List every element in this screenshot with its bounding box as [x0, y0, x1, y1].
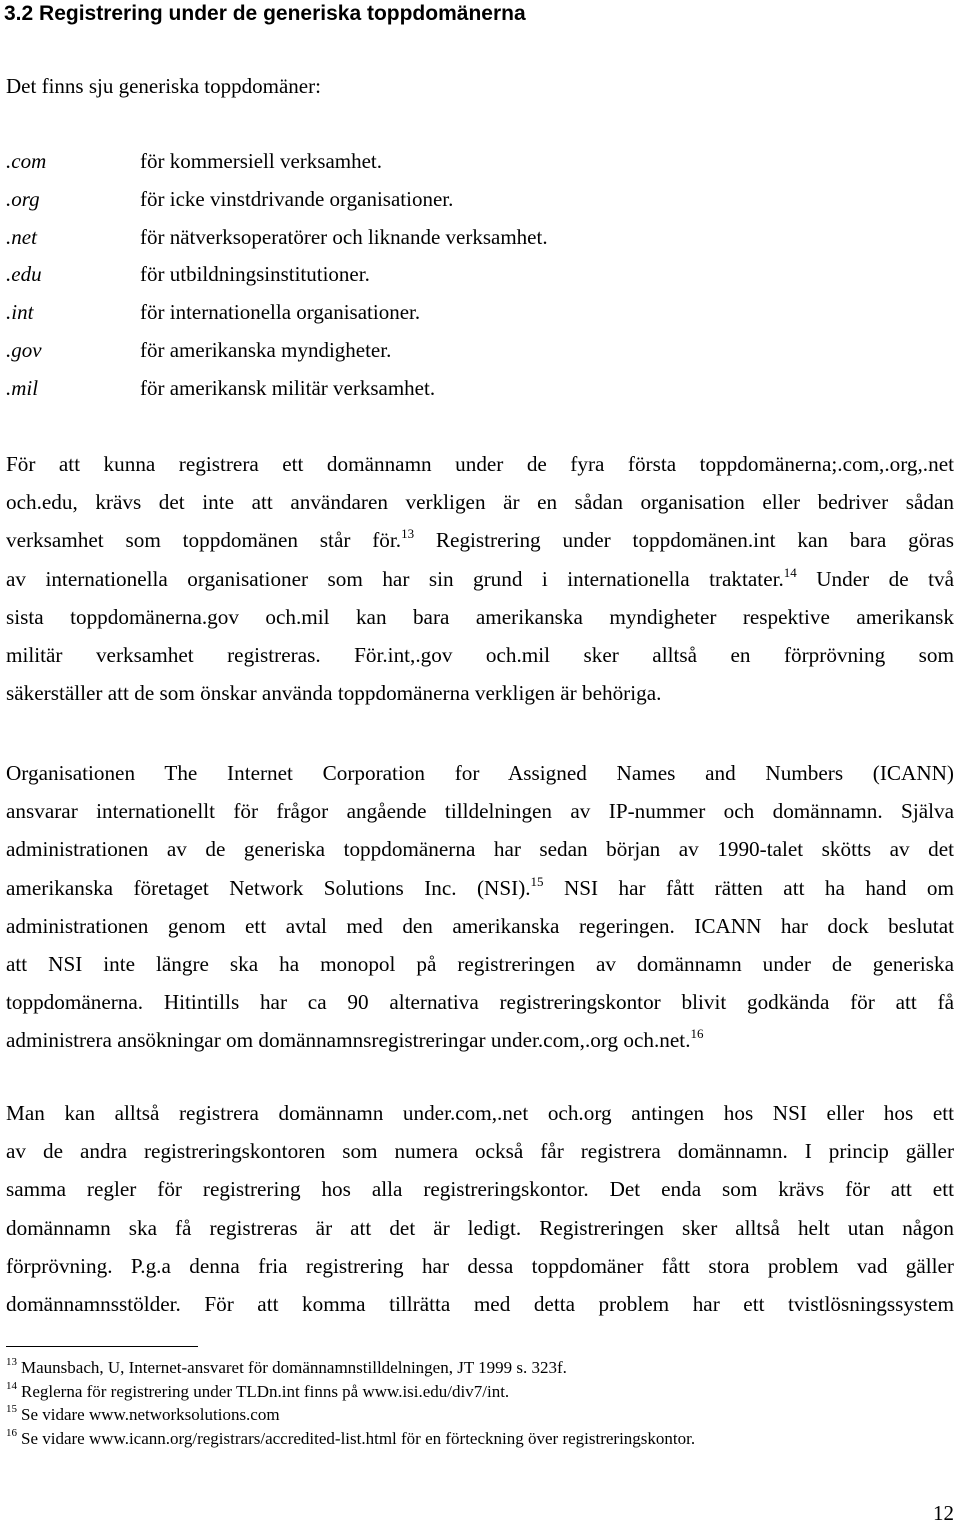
paragraph-line: militär verksamhet registreras. För.int,.gov och.mil sker alltså en förprövning som — [6, 643, 954, 668]
paragraph-line: För att kunna registrera ett domännamn under de fyra första toppdomänerna;.com,.org,.net — [6, 452, 954, 476]
footnote-13: 13 Maunsbach, U, Internet-ansvaret för domännamnstilldelningen, JT 1999 s. 323f. — [6, 1356, 567, 1377]
paragraph-line: säkerställer att de som önskar använda toppdomänerna verkligen är behöriga. — [6, 681, 662, 706]
footnote-text: Maunsbach, U, Internet-ansvaret för domännamnstilldelningen, JT 1999 s. 323f. — [21, 1358, 567, 1377]
paragraph-line: administrationen genom ett avtal med den amerikanska regeringen. ICANN har dock beslutat — [6, 913, 954, 938]
tld-description: för kommersiell verksamhet. — [140, 149, 383, 173]
tld-row-int — [6, 298, 548, 336]
footnote-15: 15 Se vidare www.networksolutions.com — [6, 1403, 280, 1424]
text-segment: administrera ansökningar om domännamnsregistreringar under.com,.org och.net. — [6, 1028, 691, 1053]
paragraph-line — [6, 869, 954, 907]
footnote-list — [6, 1356, 695, 1450]
paragraph-line — [6, 1021, 954, 1059]
tld-row-gov — [6, 336, 548, 374]
footnote-ref-14[interactable]: 14 — [783, 564, 797, 580]
text-segment: verksamhet som toppdomänen står för. — [6, 528, 402, 553]
paragraph-registration-rules — [6, 445, 954, 712]
paragraph-line: domännamnsstölder. För att komma tillrätta med detta problem har ett tvistlösningssystem — [6, 1292, 954, 1317]
text-segment: amerikanska företaget Network Solutions Inc. (NSI). — [6, 875, 531, 900]
paragraph-line — [6, 521, 954, 559]
paragraph-registration-process — [6, 1094, 954, 1323]
paragraph-line: samma regler för registrering hos alla registreringskontor. Det enda som krävs för att ett — [6, 1177, 954, 1202]
footnote-divider — [6, 1346, 198, 1347]
tld-description: för utbildningsinstitutioner. — [140, 262, 370, 287]
text-segment: NSI har fått rätten att ha hand om — [543, 875, 954, 900]
tld-description: för amerikansk militär verksamhet. — [140, 375, 436, 400]
paragraph-line: och.edu, krävs det inte att användaren verkligen är en sådan organisation eller bedriver sådan — [6, 490, 954, 515]
tld-row-net — [6, 223, 548, 261]
paragraph-line: toppdomänerna. Hitintills har ca 90 alternativa registreringskontor blivit godkända för att få — [6, 990, 954, 1015]
intro-text: Det finns sju generiska toppdomäner: — [6, 74, 321, 98]
paragraph-icann — [6, 754, 954, 1060]
footnote-text: Se vidare www.icann.org/registrars/accredited-list.html för en förteckning över registreringskontor. — [21, 1428, 696, 1448]
tld-row-org — [6, 185, 548, 223]
tld-row-com — [6, 147, 548, 185]
tld-code: .com — [6, 149, 47, 173]
paragraph-line: sista toppdomänerna.gov och.mil kan bara amerikanska myndigheter respektive amerikansk — [6, 604, 954, 629]
footnote-16: 16 Se vidare www.icann.org/registrars/accredited-list.html för en förteckning över registreringskontor. — [6, 1426, 696, 1448]
page-number: 12 — [933, 1501, 954, 1525]
text-segment: Registrering under toppdomänen.int kan bara göras — [414, 528, 954, 553]
tld-code: .gov — [6, 337, 42, 362]
tld-code: .edu — [6, 262, 42, 287]
paragraph-line: att NSI inte längre ska ha monopol på registreringen av domännamn under de generiska — [6, 952, 954, 977]
footnote-ref-15[interactable]: 15 — [530, 873, 544, 889]
paragraph-line: av de andra registreringskontoren som numera också får registrera domännamn. I princip gäller — [6, 1139, 954, 1164]
tld-description: för internationella organisationer. — [140, 300, 421, 325]
paragraph-line: ansvarar internationellt för frågor angående tilldelningen av IP-nummer och domännamn. Själva — [6, 799, 954, 824]
footnote-text: Se vidare www.networksolutions.com — [21, 1405, 280, 1424]
tld-list — [6, 147, 548, 412]
paragraph-line: Organisationen The Internet Corporation for Assigned Names and Numbers (ICANN) — [6, 761, 954, 785]
tld-row-edu — [6, 260, 548, 298]
footnote-14: 14 Reglerna för registrering under TLDn.int finns på www.isi.edu/div7/int. — [6, 1379, 510, 1401]
paragraph-line: Man kan alltså registrera domännamn under.com,.net och.org antingen hos NSI eller hos ett — [6, 1101, 954, 1125]
section-heading: 3.2 Registrering under de generiska toppdomänerna — [4, 2, 526, 25]
tld-description: för amerikanska myndigheter. — [140, 337, 392, 362]
tld-code: .org — [6, 186, 40, 211]
paragraph-line: administrationen av de generiska toppdomänerna har sedan början av 1990-talet skötts av det — [6, 837, 954, 862]
tld-description: för icke vinstdrivande organisationer. — [140, 186, 454, 211]
tld-code: .mil — [6, 375, 39, 400]
tld-code: .int — [6, 300, 34, 325]
footnote-ref-13[interactable]: 13 — [401, 526, 415, 542]
tld-code: .net — [6, 224, 37, 249]
text-segment: av internationella organisationer som har sin grund i internationella traktater. — [6, 566, 784, 591]
tld-row-mil — [6, 374, 548, 412]
paragraph-line: domännamn ska få registreras är att det är ledigt. Registreringen sker alltså helt utan någon — [6, 1215, 954, 1240]
footnote-ref-16[interactable]: 16 — [690, 1026, 704, 1042]
footnote-text: Reglerna för registrering under TLDn.int finns på www.isi.edu/div7/int. — [21, 1381, 510, 1401]
text-segment: Under de två — [796, 566, 954, 591]
paragraph-line — [6, 560, 954, 598]
tld-description: för nätverksoperatörer och liknande verksamhet. — [140, 224, 548, 249]
paragraph-line: förprövning. P.g.a denna fria registrering har dessa toppdomäner fått stora problem vad gäller — [6, 1253, 954, 1278]
